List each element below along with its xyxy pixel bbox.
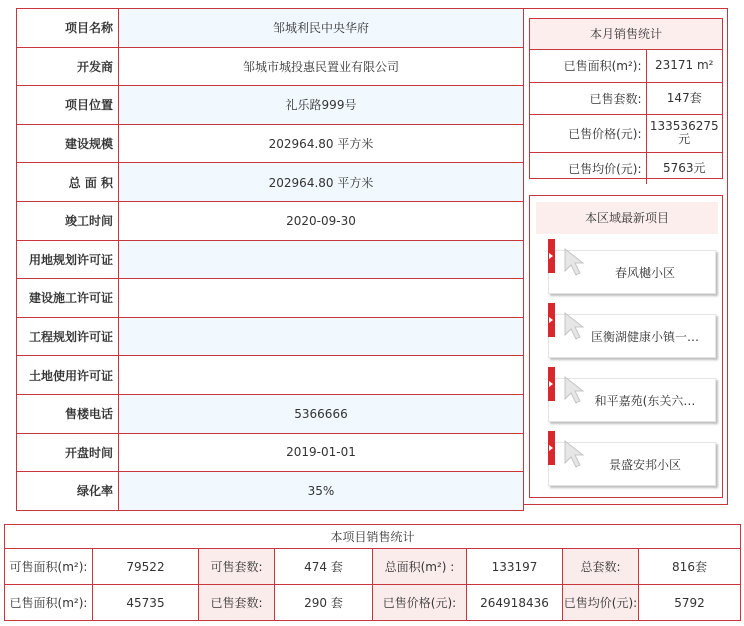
red-tab-marker	[548, 239, 555, 273]
stat-value: 5763元	[646, 152, 722, 184]
monthly-stats-title: 本月销售统计	[530, 19, 722, 50]
table-row	[17, 47, 524, 86]
stat-label: 已售均价(元):	[563, 585, 639, 621]
latest-projects-title: 本区域最新项目	[536, 202, 718, 234]
stat-value: 133197	[467, 549, 563, 585]
project-stats-title: 本项目销售统计	[5, 525, 741, 549]
table-row	[17, 86, 524, 125]
latest-project-name[interactable]: 景盛安邦小区	[608, 458, 681, 472]
stat-value: 147套	[646, 82, 722, 114]
info-value: 35%	[119, 472, 524, 511]
stat-label: 已售套数:	[530, 82, 646, 114]
info-value: 邹城利民中央华府	[119, 9, 524, 48]
latest-project-item[interactable]	[548, 378, 716, 422]
info-label: 项目名称	[17, 9, 119, 48]
stat-label: 已售面积(m²):	[530, 50, 646, 82]
stat-value: 474 套	[275, 549, 373, 585]
project-sales-stats	[4, 524, 741, 621]
info-label: 建设施工许可证	[17, 279, 119, 318]
table-row	[17, 394, 524, 433]
info-label: 绿化率	[17, 472, 119, 511]
info-label: 总 面 积	[17, 163, 119, 202]
stat-label: 已售均价(元):	[530, 152, 646, 184]
red-tab-marker	[548, 303, 555, 337]
info-label: 售楼电话	[17, 394, 119, 433]
info-label: 开盘时间	[17, 433, 119, 472]
info-label: 开发商	[17, 47, 119, 86]
info-label: 竣工时间	[17, 201, 119, 240]
stat-value: 79522	[93, 549, 199, 585]
info-value: 2019-01-01	[119, 433, 524, 472]
info-value: 202964.80 平方米	[119, 163, 524, 202]
table-row	[17, 472, 524, 511]
monthly-stats-box	[529, 18, 723, 179]
info-label: 工程规划许可证	[17, 317, 119, 356]
red-tab-marker	[548, 431, 555, 465]
info-value: 邹城市城投惠民置业有限公司	[119, 47, 524, 86]
stat-value: 5792	[639, 585, 741, 621]
latest-project-item[interactable]	[548, 314, 716, 358]
table-row	[17, 317, 524, 356]
stat-label: 可售面积(m²):	[5, 549, 93, 585]
info-label: 项目位置	[17, 86, 119, 125]
stat-label: 已售价格(元):	[530, 114, 646, 152]
stat-label: 已售价格(元):	[373, 585, 467, 621]
stat-label: 总套数:	[563, 549, 639, 585]
table-row	[530, 152, 722, 184]
info-label: 土地使用许可证	[17, 356, 119, 395]
stat-value: 816套	[639, 549, 741, 585]
stat-value: 133536275元	[646, 114, 722, 152]
info-label: 建设规模	[17, 124, 119, 163]
table-row	[530, 114, 722, 152]
latest-project-item[interactable]	[548, 250, 716, 294]
stat-label: 已售套数:	[199, 585, 275, 621]
table-row	[17, 163, 524, 202]
latest-project-name[interactable]: 春风樾小区	[614, 266, 675, 280]
latest-project-name[interactable]: 和平嘉苑(东关六…	[594, 394, 696, 408]
info-value: 礼乐路999号	[119, 86, 524, 125]
table-row	[17, 240, 524, 279]
table-row	[530, 82, 722, 114]
table-row	[5, 585, 741, 621]
stat-label: 可售套数:	[199, 549, 275, 585]
info-value	[119, 317, 524, 356]
info-value: 202964.80 平方米	[119, 124, 524, 163]
stat-value: 290 套	[275, 585, 373, 621]
table-row	[17, 201, 524, 240]
info-value	[119, 356, 524, 395]
info-value: 5366666	[119, 394, 524, 433]
info-value: 2020-09-30	[119, 201, 524, 240]
info-label: 用地规划许可证	[17, 240, 119, 279]
project-info-table	[16, 8, 524, 511]
table-row	[17, 356, 524, 395]
table-row	[5, 525, 741, 549]
stat-value: 23171 m²	[655, 58, 714, 73]
table-row	[17, 9, 524, 48]
info-value	[119, 279, 524, 318]
latest-project-item[interactable]	[548, 442, 716, 486]
table-row	[5, 549, 741, 585]
stat-label: 已售面积(m²):	[5, 585, 93, 621]
table-row	[530, 50, 722, 82]
monthly-stats-table	[530, 50, 722, 184]
table-row	[17, 433, 524, 472]
latest-projects-box	[529, 195, 723, 498]
stat-label: 总面积(m²) :	[373, 549, 467, 585]
table-row	[17, 279, 524, 318]
table-row	[17, 124, 524, 163]
stat-value: 264918436	[467, 585, 563, 621]
latest-project-name[interactable]: 匡衡湖健康小镇一…	[590, 330, 699, 344]
stat-value: 45735	[93, 585, 199, 621]
red-tab-marker	[548, 367, 555, 401]
info-value	[119, 240, 524, 279]
